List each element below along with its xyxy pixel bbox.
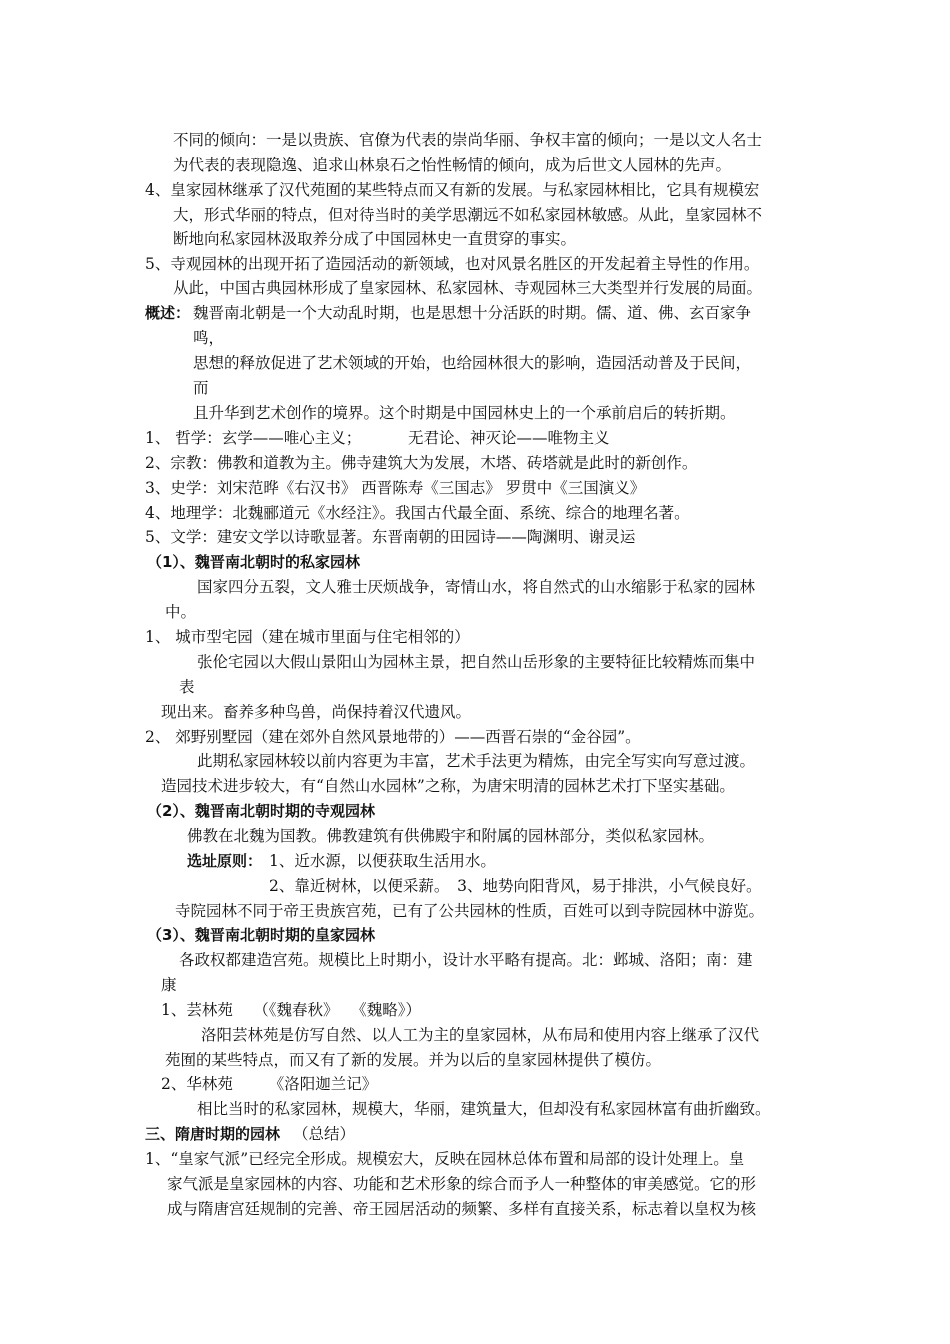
text-line: 各政权都建造宫苑。规模比上时期小，设计水平略有提高。北：邺城、洛阳；南：建	[179, 951, 753, 969]
text-line: 为代表的表现隐逸、追求山林泉石之怡性畅情的倾向，成为后世文人园林的先声。	[173, 156, 732, 174]
text-line: 5、寺观园林的出现开拓了造园活动的新领域，也对风景名胜区的开发起着主导性的作用。	[145, 255, 760, 273]
text-line: 断地向私家园林汲取养分成了中国园林史一直贯穿的事实。	[173, 230, 577, 248]
section-heading: （2）、魏晋南北朝时期的寺观园林	[147, 802, 375, 820]
text-line: 而	[193, 379, 209, 397]
text-line: 2、宗教：佛教和道教为主。佛寺建筑大为发展，木塔、砖塔就是此时的新创作。	[145, 454, 698, 472]
section-heading: （3）、魏晋南北朝时期的皇家园林	[147, 926, 375, 944]
text-line: 此期私家园林较以前内容更为丰富，艺术手法更为精炼，由完全写实向写意过渡。	[197, 752, 756, 770]
text-line: 无君论、神灭论——唯物主义	[408, 429, 610, 447]
text-line: 相比当时的私家园林，规模大，华丽，建筑量大，但却没有私家园林富有曲折幽致。	[197, 1100, 771, 1118]
overview-label: 概述：	[145, 304, 191, 322]
text-line: 洛阳芸林苑是仿写自然、以人工为主的皇家园林，从布局和使用内容上继承了汉代	[201, 1026, 760, 1044]
text-line: 1、 城市型宅园（建在城市里面与住宅相邻的）	[145, 628, 470, 646]
text-line: 2、华林苑 《洛阳迦兰记》	[161, 1075, 378, 1093]
text-line: 5、文学：建安文学以诗歌显著。东晋南朝的田园诗——陶渊明、谢灵运	[145, 528, 636, 546]
text-line: 3、史学：刘宋范晔《右汉书》 西晋陈寿《三国志》 罗贯中《三国演义》	[145, 479, 646, 497]
text-line: 不同的倾向：一是以贵族、官僚为代表的崇尚华丽、争权丰富的倾向；一是以文人名士	[173, 131, 763, 149]
site-principles-label: 选址原则：	[187, 852, 263, 870]
text-line: 2、靠近树林，以便采薪。 3、地势向阳背风，易于排洪，小气候良好。	[269, 877, 762, 895]
text-line: 造园技术进步较大，有“自然山水园林”之称，为唐宋明清的园林艺术打下坚实基础。	[161, 777, 735, 795]
text-line: 张伦宅园以大假山景阳山为园林主景，把自然山岳形象的主要特征比较精炼而集中	[197, 653, 756, 671]
text-line: 且升华到艺术创作的境界。这个时期是中国园林史上的一个承前启后的转折期。	[193, 404, 736, 422]
text-line: 佛教在北魏为国教。佛教建筑有供佛殿宇和附属的园林部分，类似私家园林。	[187, 827, 715, 845]
text-line: 家气派是皇家园林的内容、功能和艺术形象的综合而予人一种整体的审美感觉。它的形	[167, 1175, 757, 1193]
chapter-heading: 三、隋唐时期的园林	[145, 1125, 281, 1143]
section-heading: （1）、魏晋南北朝时的私家园林	[147, 553, 360, 571]
text-line: 现出来。畜养多种鸟兽，尚保持着汉代遗风。	[161, 703, 472, 721]
text-line: 1、芸林苑 （《魏春秋》 《魏略》）	[161, 1001, 421, 1019]
text-line: 魏晋南北朝是一个大动乱时期，也是思想十分活跃的时期。儒、道、佛、玄百家争	[193, 304, 752, 322]
text-line: 鸣，	[193, 329, 225, 347]
text-line: 从此，中国古典园林形成了皇家园林、私家园林、寺观园林三大类型并行发展的局面。	[173, 279, 763, 297]
text-line: 苑囿的某些特点，而又有了新的发展。并为以后的皇家园林提供了模仿。	[165, 1051, 662, 1069]
text-line: 国家四分五裂，文人雅士厌烦战争，寄情山水，将自然式的山水缩影于私家的园林	[197, 578, 756, 596]
text-line: 中。	[165, 603, 197, 621]
text-line: 4、地理学：北魏郦道元《水经注》。我国古代最全面、系统、综合的地理名著。	[145, 504, 690, 522]
text-line: 思想的释放促进了艺术领域的开始，也给园林很大的影响，造园活动普及于民间，	[193, 354, 752, 372]
text-line: 表	[179, 678, 195, 696]
text-line: 2、 郊野别墅园（建在郊外自然风景地带的）——西晋石崇的“金谷园”。	[145, 728, 641, 746]
text-line: 康	[161, 976, 177, 994]
text-line: （总结）	[293, 1125, 356, 1143]
text-line: 成与隋唐宫廷规制的完善、帝王园居活动的频繁、多样有直接关系，标志着以皇权为核	[167, 1200, 757, 1218]
text-line: 1、近水源，以便获取生活用水。	[269, 852, 496, 870]
text-line: 4、皇家园林继承了汉代苑囿的某些特点而又有新的发展。与私家园林相比，它具有规模宏	[145, 181, 760, 199]
text-line: 寺院园林不同于帝王贵族宫苑，已有了公共园林的性质，百姓可以到寺院园林中游览。	[175, 902, 765, 920]
text-line: 1、“皇家气派”已经完全形成。规模宏大，反映在园林总体布置和局部的设计处理上。皇	[145, 1150, 745, 1168]
text-line: 大，形式华丽的特点，但对待当时的美学思潮远不如私家园林敏感。从此，皇家园林不	[173, 206, 763, 224]
text-line: 1、 哲学：玄学——唯心主义；	[145, 429, 362, 447]
